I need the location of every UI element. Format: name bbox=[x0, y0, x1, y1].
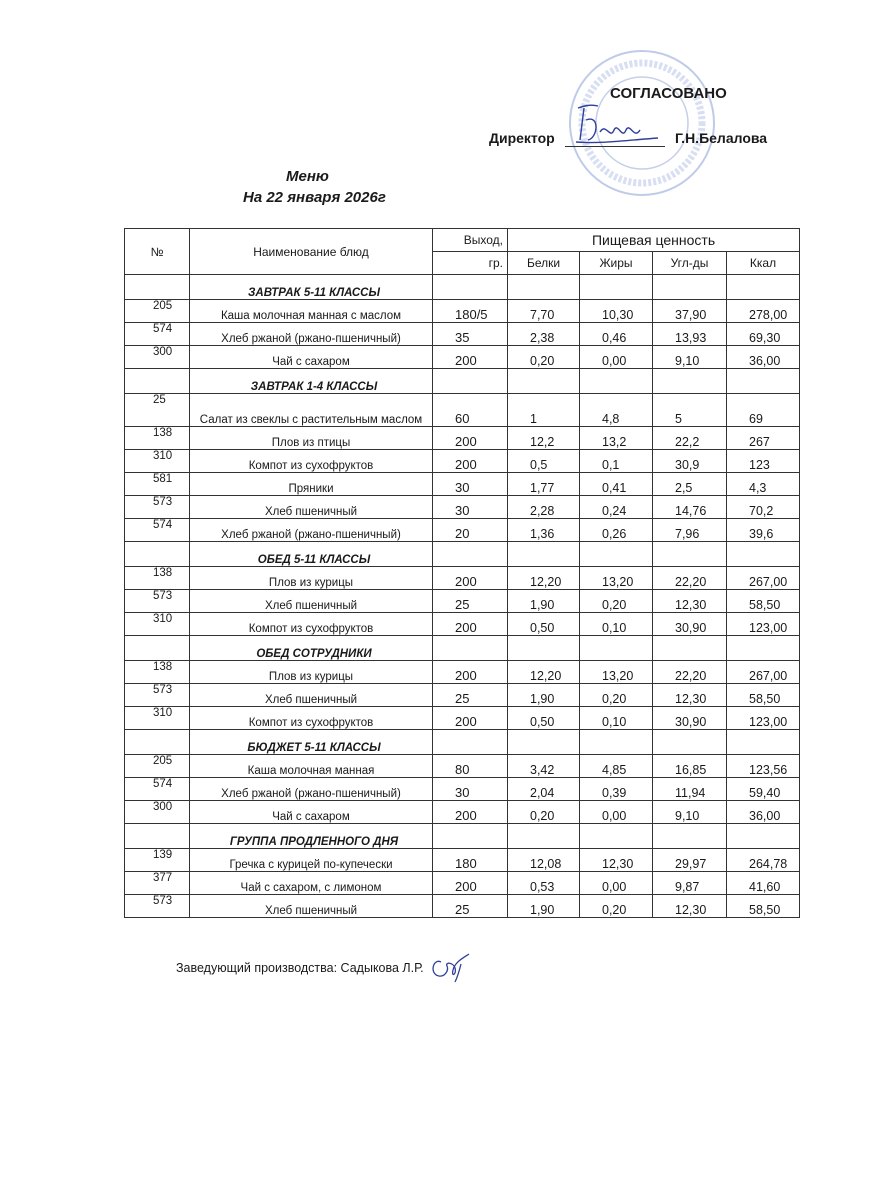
dish-kcal: 41,60 bbox=[727, 872, 800, 895]
dish-output: 30 bbox=[433, 778, 508, 801]
section-empty-cell bbox=[508, 275, 580, 300]
dish-fat: 4,8 bbox=[580, 394, 653, 427]
dish-recipe-number: 310 bbox=[125, 450, 190, 473]
dish-output: 180/5 bbox=[433, 300, 508, 323]
dish-fat: 0,10 bbox=[580, 707, 653, 730]
dish-protein: 0,50 bbox=[508, 613, 580, 636]
dish-fat: 0,00 bbox=[580, 801, 653, 824]
dish-fat: 0,20 bbox=[580, 895, 653, 918]
dish-kcal: 58,50 bbox=[727, 590, 800, 613]
section-row bbox=[125, 369, 800, 394]
table-row bbox=[125, 427, 800, 450]
dish-output: 200 bbox=[433, 567, 508, 590]
table-row bbox=[125, 323, 800, 346]
dish-protein: 0,53 bbox=[508, 872, 580, 895]
dish-kcal: 36,00 bbox=[727, 346, 800, 369]
dish-recipe-number: 205 bbox=[125, 755, 190, 778]
section-empty-cell bbox=[508, 730, 580, 755]
table-row bbox=[125, 496, 800, 519]
section-num-cell bbox=[125, 542, 190, 567]
dish-fat: 0,10 bbox=[580, 613, 653, 636]
dish-carbs: 29,97 bbox=[653, 849, 727, 872]
section-row bbox=[125, 730, 800, 755]
dish-output: 200 bbox=[433, 613, 508, 636]
page-title: Меню bbox=[286, 168, 329, 185]
dish-kcal: 58,50 bbox=[727, 895, 800, 918]
dish-recipe-number: 573 bbox=[125, 684, 190, 707]
dish-name: Хлеб ржаной (ржано-пшеничный) bbox=[190, 778, 433, 801]
dish-protein: 2,28 bbox=[508, 496, 580, 519]
section-empty-cell bbox=[433, 824, 508, 849]
dish-kcal: 123,00 bbox=[727, 707, 800, 730]
dish-name: Компот из сухофруктов bbox=[190, 707, 433, 730]
dish-output: 200 bbox=[433, 661, 508, 684]
dish-recipe-number: 581 bbox=[125, 473, 190, 496]
section-title: БЮДЖЕТ 5-11 КЛАССЫ bbox=[190, 730, 433, 755]
dish-name: Хлеб пшеничный bbox=[190, 590, 433, 613]
dish-name: Плов из курицы bbox=[190, 661, 433, 684]
dish-name: Хлеб ржаной (ржано-пшеничный) bbox=[190, 323, 433, 346]
dish-kcal: 69,30 bbox=[727, 323, 800, 346]
dish-name: Чай с сахаром bbox=[190, 801, 433, 824]
section-title: ЗАВТРАК 1-4 КЛАССЫ bbox=[190, 369, 433, 394]
section-row bbox=[125, 542, 800, 567]
section-row bbox=[125, 275, 800, 300]
dish-protein: 1,90 bbox=[508, 895, 580, 918]
section-empty-cell bbox=[727, 636, 800, 661]
dish-output: 180 bbox=[433, 849, 508, 872]
dish-output: 25 bbox=[433, 684, 508, 707]
dish-protein: 3,42 bbox=[508, 755, 580, 778]
table-row bbox=[125, 346, 800, 369]
dish-fat: 13,20 bbox=[580, 567, 653, 590]
table-row bbox=[125, 849, 800, 872]
dish-fat: 0,41 bbox=[580, 473, 653, 496]
section-num-cell bbox=[125, 275, 190, 300]
dish-carbs: 9,10 bbox=[653, 346, 727, 369]
dish-fat: 0,00 bbox=[580, 346, 653, 369]
table-row bbox=[125, 567, 800, 590]
dish-kcal: 123,56 bbox=[727, 755, 800, 778]
dish-protein: 1,90 bbox=[508, 684, 580, 707]
dish-carbs: 13,93 bbox=[653, 323, 727, 346]
section-empty-cell bbox=[508, 636, 580, 661]
section-empty-cell bbox=[580, 369, 653, 394]
dish-recipe-number: 310 bbox=[125, 613, 190, 636]
dish-recipe-number: 138 bbox=[125, 567, 190, 590]
dish-carbs: 22,2 bbox=[653, 427, 727, 450]
section-empty-cell bbox=[727, 542, 800, 567]
table-row bbox=[125, 590, 800, 613]
section-title: ОБЕД 5-11 КЛАССЫ bbox=[190, 542, 433, 567]
dish-protein: 2,04 bbox=[508, 778, 580, 801]
dish-recipe-number: 138 bbox=[125, 427, 190, 450]
header-protein: Белки bbox=[508, 252, 580, 275]
dish-output: 200 bbox=[433, 801, 508, 824]
menu-table-body bbox=[125, 275, 800, 918]
section-empty-cell bbox=[653, 275, 727, 300]
dish-carbs: 11,94 bbox=[653, 778, 727, 801]
dish-name: Чай с сахаром bbox=[190, 346, 433, 369]
dish-carbs: 30,9 bbox=[653, 450, 727, 473]
dish-recipe-number: 205 bbox=[125, 300, 190, 323]
table-row bbox=[125, 473, 800, 496]
header-kcal: Ккал bbox=[727, 252, 800, 275]
section-title: ОБЕД СОТРУДНИКИ bbox=[190, 636, 433, 661]
dish-kcal: 69 bbox=[727, 394, 800, 427]
section-row bbox=[125, 824, 800, 849]
section-empty-cell bbox=[727, 730, 800, 755]
dish-fat: 12,30 bbox=[580, 849, 653, 872]
dish-fat: 13,2 bbox=[580, 427, 653, 450]
dish-carbs: 30,90 bbox=[653, 613, 727, 636]
dish-output: 200 bbox=[433, 450, 508, 473]
dish-kcal: 278,00 bbox=[727, 300, 800, 323]
section-empty-cell bbox=[653, 369, 727, 394]
signature-line bbox=[565, 146, 665, 147]
section-num-cell bbox=[125, 730, 190, 755]
menu-date: На 22 января 2026г bbox=[243, 189, 386, 206]
section-empty-cell bbox=[580, 275, 653, 300]
dish-name: Хлеб пшеничный bbox=[190, 684, 433, 707]
dish-recipe-number: 139 bbox=[125, 849, 190, 872]
table-row bbox=[125, 755, 800, 778]
section-empty-cell bbox=[727, 824, 800, 849]
dish-fat: 0,20 bbox=[580, 590, 653, 613]
header-fat: Жиры bbox=[580, 252, 653, 275]
section-empty-cell bbox=[433, 275, 508, 300]
dish-kcal: 39,6 bbox=[727, 519, 800, 542]
dish-name: Пряники bbox=[190, 473, 433, 496]
dish-kcal: 59,40 bbox=[727, 778, 800, 801]
dish-recipe-number: 574 bbox=[125, 323, 190, 346]
section-empty-cell bbox=[508, 542, 580, 567]
table-row bbox=[125, 450, 800, 473]
section-empty-cell bbox=[433, 542, 508, 567]
header-carbs: Угл-ды bbox=[653, 252, 727, 275]
section-empty-cell bbox=[433, 636, 508, 661]
dish-recipe-number: 574 bbox=[125, 519, 190, 542]
dish-protein: 1,77 bbox=[508, 473, 580, 496]
section-num-cell bbox=[125, 824, 190, 849]
section-num-cell bbox=[125, 369, 190, 394]
dish-protein: 1,90 bbox=[508, 590, 580, 613]
dish-carbs: 12,30 bbox=[653, 590, 727, 613]
dish-kcal: 267,00 bbox=[727, 567, 800, 590]
header-nutrition: Пищевая ценность bbox=[508, 229, 800, 252]
dish-output: 80 bbox=[433, 755, 508, 778]
dish-carbs: 5 bbox=[653, 394, 727, 427]
manager-signature bbox=[425, 950, 475, 984]
dish-carbs: 2,5 bbox=[653, 473, 727, 496]
dish-carbs: 9,10 bbox=[653, 801, 727, 824]
dish-name: Салат из свеклы с растительным маслом bbox=[190, 394, 433, 427]
dish-output: 20 bbox=[433, 519, 508, 542]
dish-carbs: 9,87 bbox=[653, 872, 727, 895]
header-output: Выход, bbox=[433, 229, 508, 252]
dish-protein: 1 bbox=[508, 394, 580, 427]
section-empty-cell bbox=[580, 824, 653, 849]
table-row bbox=[125, 661, 800, 684]
dish-recipe-number: 300 bbox=[125, 346, 190, 369]
dish-kcal: 123,00 bbox=[727, 613, 800, 636]
dish-fat: 0,26 bbox=[580, 519, 653, 542]
section-title: ГРУППА ПРОДЛЕННОГО ДНЯ bbox=[190, 824, 433, 849]
dish-recipe-number: 138 bbox=[125, 661, 190, 684]
dish-protein: 0,20 bbox=[508, 346, 580, 369]
dish-carbs: 7,96 bbox=[653, 519, 727, 542]
section-num-cell bbox=[125, 636, 190, 661]
table-row bbox=[125, 707, 800, 730]
dish-name: Хлеб пшеничный bbox=[190, 496, 433, 519]
dish-name: Хлеб пшеничный bbox=[190, 895, 433, 918]
dish-fat: 0,1 bbox=[580, 450, 653, 473]
dish-output: 200 bbox=[433, 707, 508, 730]
dish-recipe-number: 300 bbox=[125, 801, 190, 824]
dish-name: Каша молочная манная bbox=[190, 755, 433, 778]
dish-carbs: 12,30 bbox=[653, 895, 727, 918]
dish-name: Гречка с курицей по-купечески bbox=[190, 849, 433, 872]
dish-protein: 12,08 bbox=[508, 849, 580, 872]
dish-protein: 7,70 bbox=[508, 300, 580, 323]
dish-kcal: 267,00 bbox=[727, 661, 800, 684]
table-row bbox=[125, 778, 800, 801]
section-empty-cell bbox=[508, 824, 580, 849]
director-name: Г.Н.Белалова bbox=[675, 130, 768, 146]
dish-protein: 2,38 bbox=[508, 323, 580, 346]
dish-kcal: 70,2 bbox=[727, 496, 800, 519]
section-empty-cell bbox=[653, 824, 727, 849]
dish-output: 25 bbox=[433, 590, 508, 613]
dish-carbs: 22,20 bbox=[653, 567, 727, 590]
dish-recipe-number: 574 bbox=[125, 778, 190, 801]
dish-protein: 0,50 bbox=[508, 707, 580, 730]
dish-recipe-number: 25 bbox=[125, 394, 190, 427]
dish-name: Хлеб ржаной (ржано-пшеничный) bbox=[190, 519, 433, 542]
dish-output: 200 bbox=[433, 427, 508, 450]
dish-kcal: 36,00 bbox=[727, 801, 800, 824]
dish-name: Плов из птицы bbox=[190, 427, 433, 450]
dish-name: Каша молочная манная с маслом bbox=[190, 300, 433, 323]
dish-name: Компот из сухофруктов bbox=[190, 613, 433, 636]
section-empty-cell bbox=[653, 542, 727, 567]
dish-name: Плов из курицы bbox=[190, 567, 433, 590]
section-empty-cell bbox=[580, 542, 653, 567]
dish-kcal: 267 bbox=[727, 427, 800, 450]
dish-protein: 0,20 bbox=[508, 801, 580, 824]
dish-output: 30 bbox=[433, 496, 508, 519]
dish-protein: 12,2 bbox=[508, 427, 580, 450]
dish-output: 200 bbox=[433, 346, 508, 369]
dish-protein: 12,20 bbox=[508, 567, 580, 590]
dish-carbs: 14,76 bbox=[653, 496, 727, 519]
dish-kcal: 123 bbox=[727, 450, 800, 473]
section-empty-cell bbox=[727, 369, 800, 394]
section-empty-cell bbox=[580, 730, 653, 755]
dish-name: Чай с сахаром, с лимоном bbox=[190, 872, 433, 895]
dish-carbs: 22,20 bbox=[653, 661, 727, 684]
table-row bbox=[125, 394, 800, 427]
dish-kcal: 4,3 bbox=[727, 473, 800, 496]
dish-recipe-number: 573 bbox=[125, 590, 190, 613]
dish-kcal: 264,78 bbox=[727, 849, 800, 872]
dish-kcal: 58,50 bbox=[727, 684, 800, 707]
dish-fat: 4,85 bbox=[580, 755, 653, 778]
dish-output: 60 bbox=[433, 394, 508, 427]
table-row bbox=[125, 684, 800, 707]
dish-recipe-number: 573 bbox=[125, 895, 190, 918]
dish-protein: 12,20 bbox=[508, 661, 580, 684]
dish-carbs: 16,85 bbox=[653, 755, 727, 778]
dish-name: Компот из сухофруктов bbox=[190, 450, 433, 473]
dish-fat: 10,30 bbox=[580, 300, 653, 323]
director-label: Директор bbox=[489, 130, 555, 146]
section-title: ЗАВТРАК 5-11 КЛАССЫ bbox=[190, 275, 433, 300]
section-row bbox=[125, 636, 800, 661]
header-num: № bbox=[125, 229, 190, 275]
section-empty-cell bbox=[727, 275, 800, 300]
dish-recipe-number: 573 bbox=[125, 496, 190, 519]
section-empty-cell bbox=[653, 730, 727, 755]
table-row bbox=[125, 801, 800, 824]
table-row bbox=[125, 613, 800, 636]
dish-fat: 0,00 bbox=[580, 872, 653, 895]
table-row bbox=[125, 519, 800, 542]
section-empty-cell bbox=[433, 730, 508, 755]
footer-signatory: Заведующий производства: Садыкова Л.Р. bbox=[176, 961, 424, 975]
header-output-unit: гр. bbox=[433, 252, 508, 275]
dish-recipe-number: 377 bbox=[125, 872, 190, 895]
dish-recipe-number: 310 bbox=[125, 707, 190, 730]
approval-heading: СОГЛАСОВАНО bbox=[610, 85, 727, 102]
dish-fat: 0,24 bbox=[580, 496, 653, 519]
dish-carbs: 30,90 bbox=[653, 707, 727, 730]
dish-fat: 0,39 bbox=[580, 778, 653, 801]
header-name: Наименование блюд bbox=[190, 229, 433, 275]
section-empty-cell bbox=[433, 369, 508, 394]
dish-protein: 1,36 bbox=[508, 519, 580, 542]
section-empty-cell bbox=[580, 636, 653, 661]
table-row bbox=[125, 872, 800, 895]
dish-carbs: 12,30 bbox=[653, 684, 727, 707]
dish-output: 25 bbox=[433, 895, 508, 918]
section-empty-cell bbox=[653, 636, 727, 661]
menu-table bbox=[124, 228, 800, 918]
dish-carbs: 37,90 bbox=[653, 300, 727, 323]
dish-protein: 0,5 bbox=[508, 450, 580, 473]
dish-output: 30 bbox=[433, 473, 508, 496]
dish-fat: 13,20 bbox=[580, 661, 653, 684]
dish-fat: 0,20 bbox=[580, 684, 653, 707]
dish-output: 35 bbox=[433, 323, 508, 346]
section-empty-cell bbox=[508, 369, 580, 394]
table-row bbox=[125, 300, 800, 323]
dish-output: 200 bbox=[433, 872, 508, 895]
dish-fat: 0,46 bbox=[580, 323, 653, 346]
table-row bbox=[125, 895, 800, 918]
